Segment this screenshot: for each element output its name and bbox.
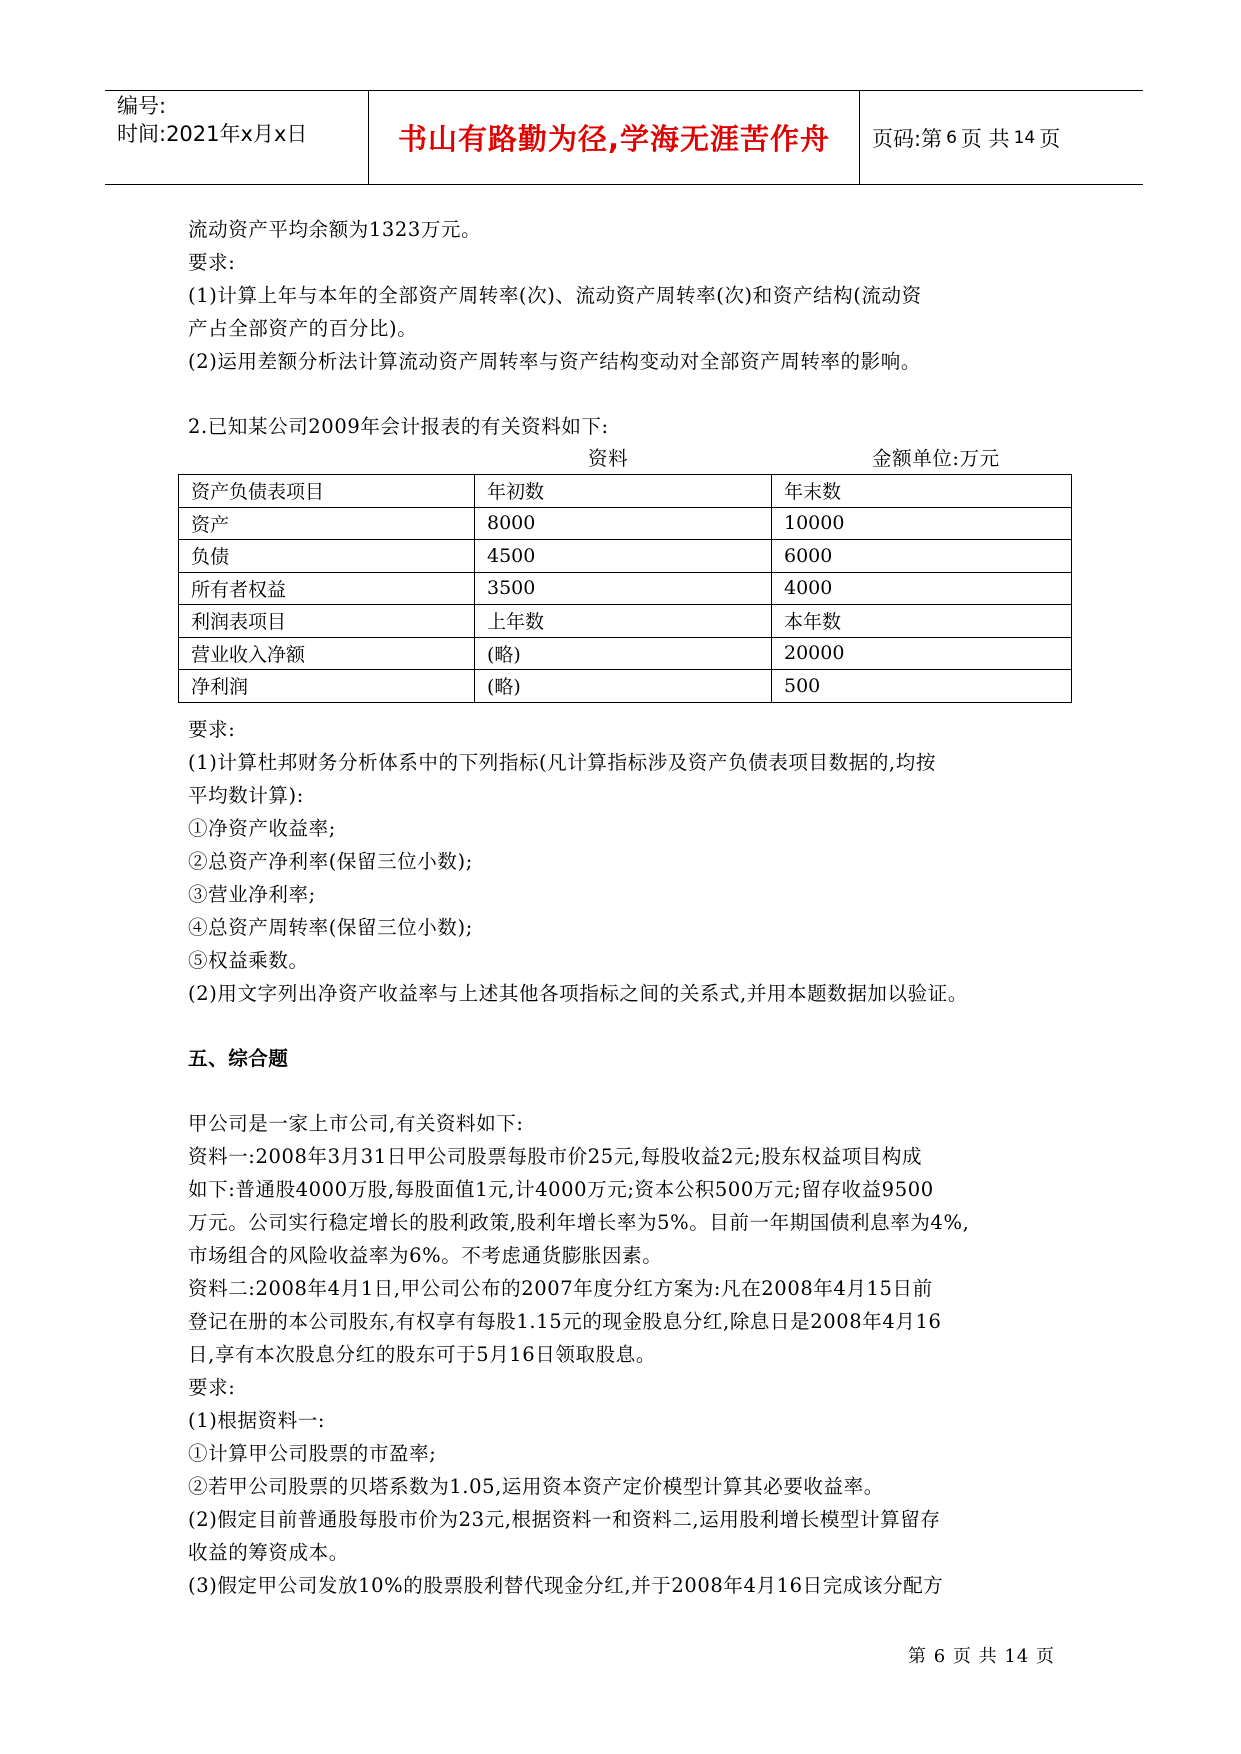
page-suffix: 页 — [1039, 126, 1061, 151]
paragraph-line: (3)假定甲公司发放10%的股票股利替代现金分红,并于2008年4月16日完成该分配方 — [188, 1574, 944, 1597]
table-row — [179, 540, 1072, 573]
table-row — [179, 572, 1072, 605]
table-cell: 利润表项目 — [179, 605, 475, 638]
table-cell: 资产负债表项目 — [179, 475, 475, 508]
page-prefix: 页码:第 — [872, 126, 943, 151]
paragraph-line: 要求: — [188, 1376, 236, 1399]
list-item: ②总资产净利率(保留三位小数); — [188, 850, 473, 873]
list-item: ①净资产收益率; — [188, 817, 336, 840]
list-item: ⑤权益乘数。 — [188, 949, 309, 972]
table-cell: 20000 — [772, 637, 1072, 670]
table-cell: 年末数 — [772, 475, 1072, 508]
paragraph-line: 要求: — [188, 718, 236, 741]
table-cell: 500 — [772, 670, 1072, 703]
table-row — [179, 670, 1072, 703]
paragraph-line: (2)假定目前普通股每股市价为23元,根据资料一和资料二,运用股利增长模型计算留存 — [188, 1508, 941, 1531]
paragraph-line: 资料一:2008年3月31日甲公司股票每股市价25元,每股收益2元;股东权益项目构成 — [188, 1145, 923, 1168]
page-mid: 页 共 — [960, 126, 1010, 151]
paragraph-line: 资料二:2008年4月1日,甲公司公布的2007年度分红方案为:凡在2008年4月15日前 — [188, 1277, 933, 1300]
paragraph-line: 市场组合的风险收益率为6%。不考虑通货膨胀因素。 — [188, 1244, 663, 1267]
paragraph-line: 登记在册的本公司股东,有权享有每股1.15元的现金股息分红,除息日是2008年4月16 — [188, 1310, 942, 1333]
table-cell: 负债 — [179, 540, 475, 573]
table-cell: (略) — [475, 637, 772, 670]
page-total: 14 — [1013, 127, 1036, 148]
table-cell: 8000 — [475, 507, 772, 540]
list-item: ④总资产周转率(保留三位小数); — [188, 916, 473, 939]
paragraph-line: (2)运用差额分析法计算流动资产周转率与资产结构变动对全部资产周转率的影响。 — [188, 350, 921, 373]
table-cell: 4500 — [475, 540, 772, 573]
paragraph-line: 如下:普通股4000万股,每股面值1元,计4000万元;资本公积500万元;留存收益9500 — [188, 1178, 934, 1201]
header-motto: 书山有路勤为径,学海无涯苦作舟 — [369, 91, 860, 184]
table-cell: 营业收入净额 — [179, 637, 475, 670]
paragraph-line: 收益的筹资成本。 — [188, 1541, 349, 1564]
header-page-number — [860, 91, 1143, 184]
paragraph-line: 产占全部资产的百分比)。 — [188, 317, 418, 340]
table-cell: 所有者权益 — [179, 572, 475, 605]
paragraph-line: 日,享有本次股息分红的股东可于5月16日领取股息。 — [188, 1343, 656, 1366]
number-label: 编号: — [117, 94, 167, 118]
table-row — [179, 605, 1072, 638]
table-caption: 资料 — [588, 447, 629, 470]
paragraph-line: (1)计算杜邦财务分析体系中的下列指标(凡计算指标涉及资产负债表项目数据的,均按 — [188, 751, 936, 774]
page-header — [105, 90, 1143, 185]
table-row — [179, 637, 1072, 670]
table-cell: 10000 — [772, 507, 1072, 540]
paragraph-line: (2)用文字列出净资产收益率与上述其他各项指标之间的关系式,并用本题数据加以验证。 — [188, 982, 968, 1005]
section-heading: 五、综合题 — [188, 1047, 289, 1070]
time-label: 时间:2021年x月x日 — [117, 122, 308, 146]
table-cell: 4000 — [772, 572, 1072, 605]
table-cell: 资产 — [179, 507, 475, 540]
page-footer: 第 6 页 共 14 页 — [908, 1646, 1055, 1667]
table-cell: 6000 — [772, 540, 1072, 573]
table-cell: 年初数 — [475, 475, 772, 508]
table-cell: 净利润 — [179, 670, 475, 703]
paragraph-line: (1)计算上年与本年的全部资产周转率(次)、流动资产周转率(次)和资产结构(流动资 — [188, 284, 922, 307]
table-cell: 上年数 — [475, 605, 772, 638]
question-2-intro: 2.已知某公司2009年会计报表的有关资料如下: — [188, 415, 609, 438]
table-unit: 金额单位:万元 — [872, 447, 1000, 470]
header-meta — [105, 91, 369, 184]
paragraph-line: (1)根据资料一: — [188, 1409, 326, 1432]
table-cell: (略) — [475, 670, 772, 703]
page-current: 6 — [946, 127, 957, 148]
list-item: ②若甲公司股票的贝塔系数为1.05,运用资本资产定价模型计算其必要收益率。 — [188, 1475, 884, 1498]
paragraph-line: 甲公司是一家上市公司,有关资料如下: — [188, 1112, 524, 1135]
table-row — [179, 475, 1072, 508]
table-cell: 本年数 — [772, 605, 1072, 638]
financial-data-table — [178, 474, 1072, 703]
paragraph-line: 万元。公司实行稳定增长的股利政策,股利年增长率为5%。目前一年期国债利息率为4%, — [188, 1211, 970, 1234]
table-cell: 3500 — [475, 572, 772, 605]
list-item: ③营业净利率; — [188, 883, 316, 906]
list-item: ①计算甲公司股票的市盈率; — [188, 1442, 437, 1465]
table-row — [179, 507, 1072, 540]
paragraph-line: 流动资产平均余额为1323万元。 — [188, 218, 482, 241]
paragraph-line: 要求: — [188, 251, 236, 274]
paragraph-line: 平均数计算): — [188, 784, 304, 807]
